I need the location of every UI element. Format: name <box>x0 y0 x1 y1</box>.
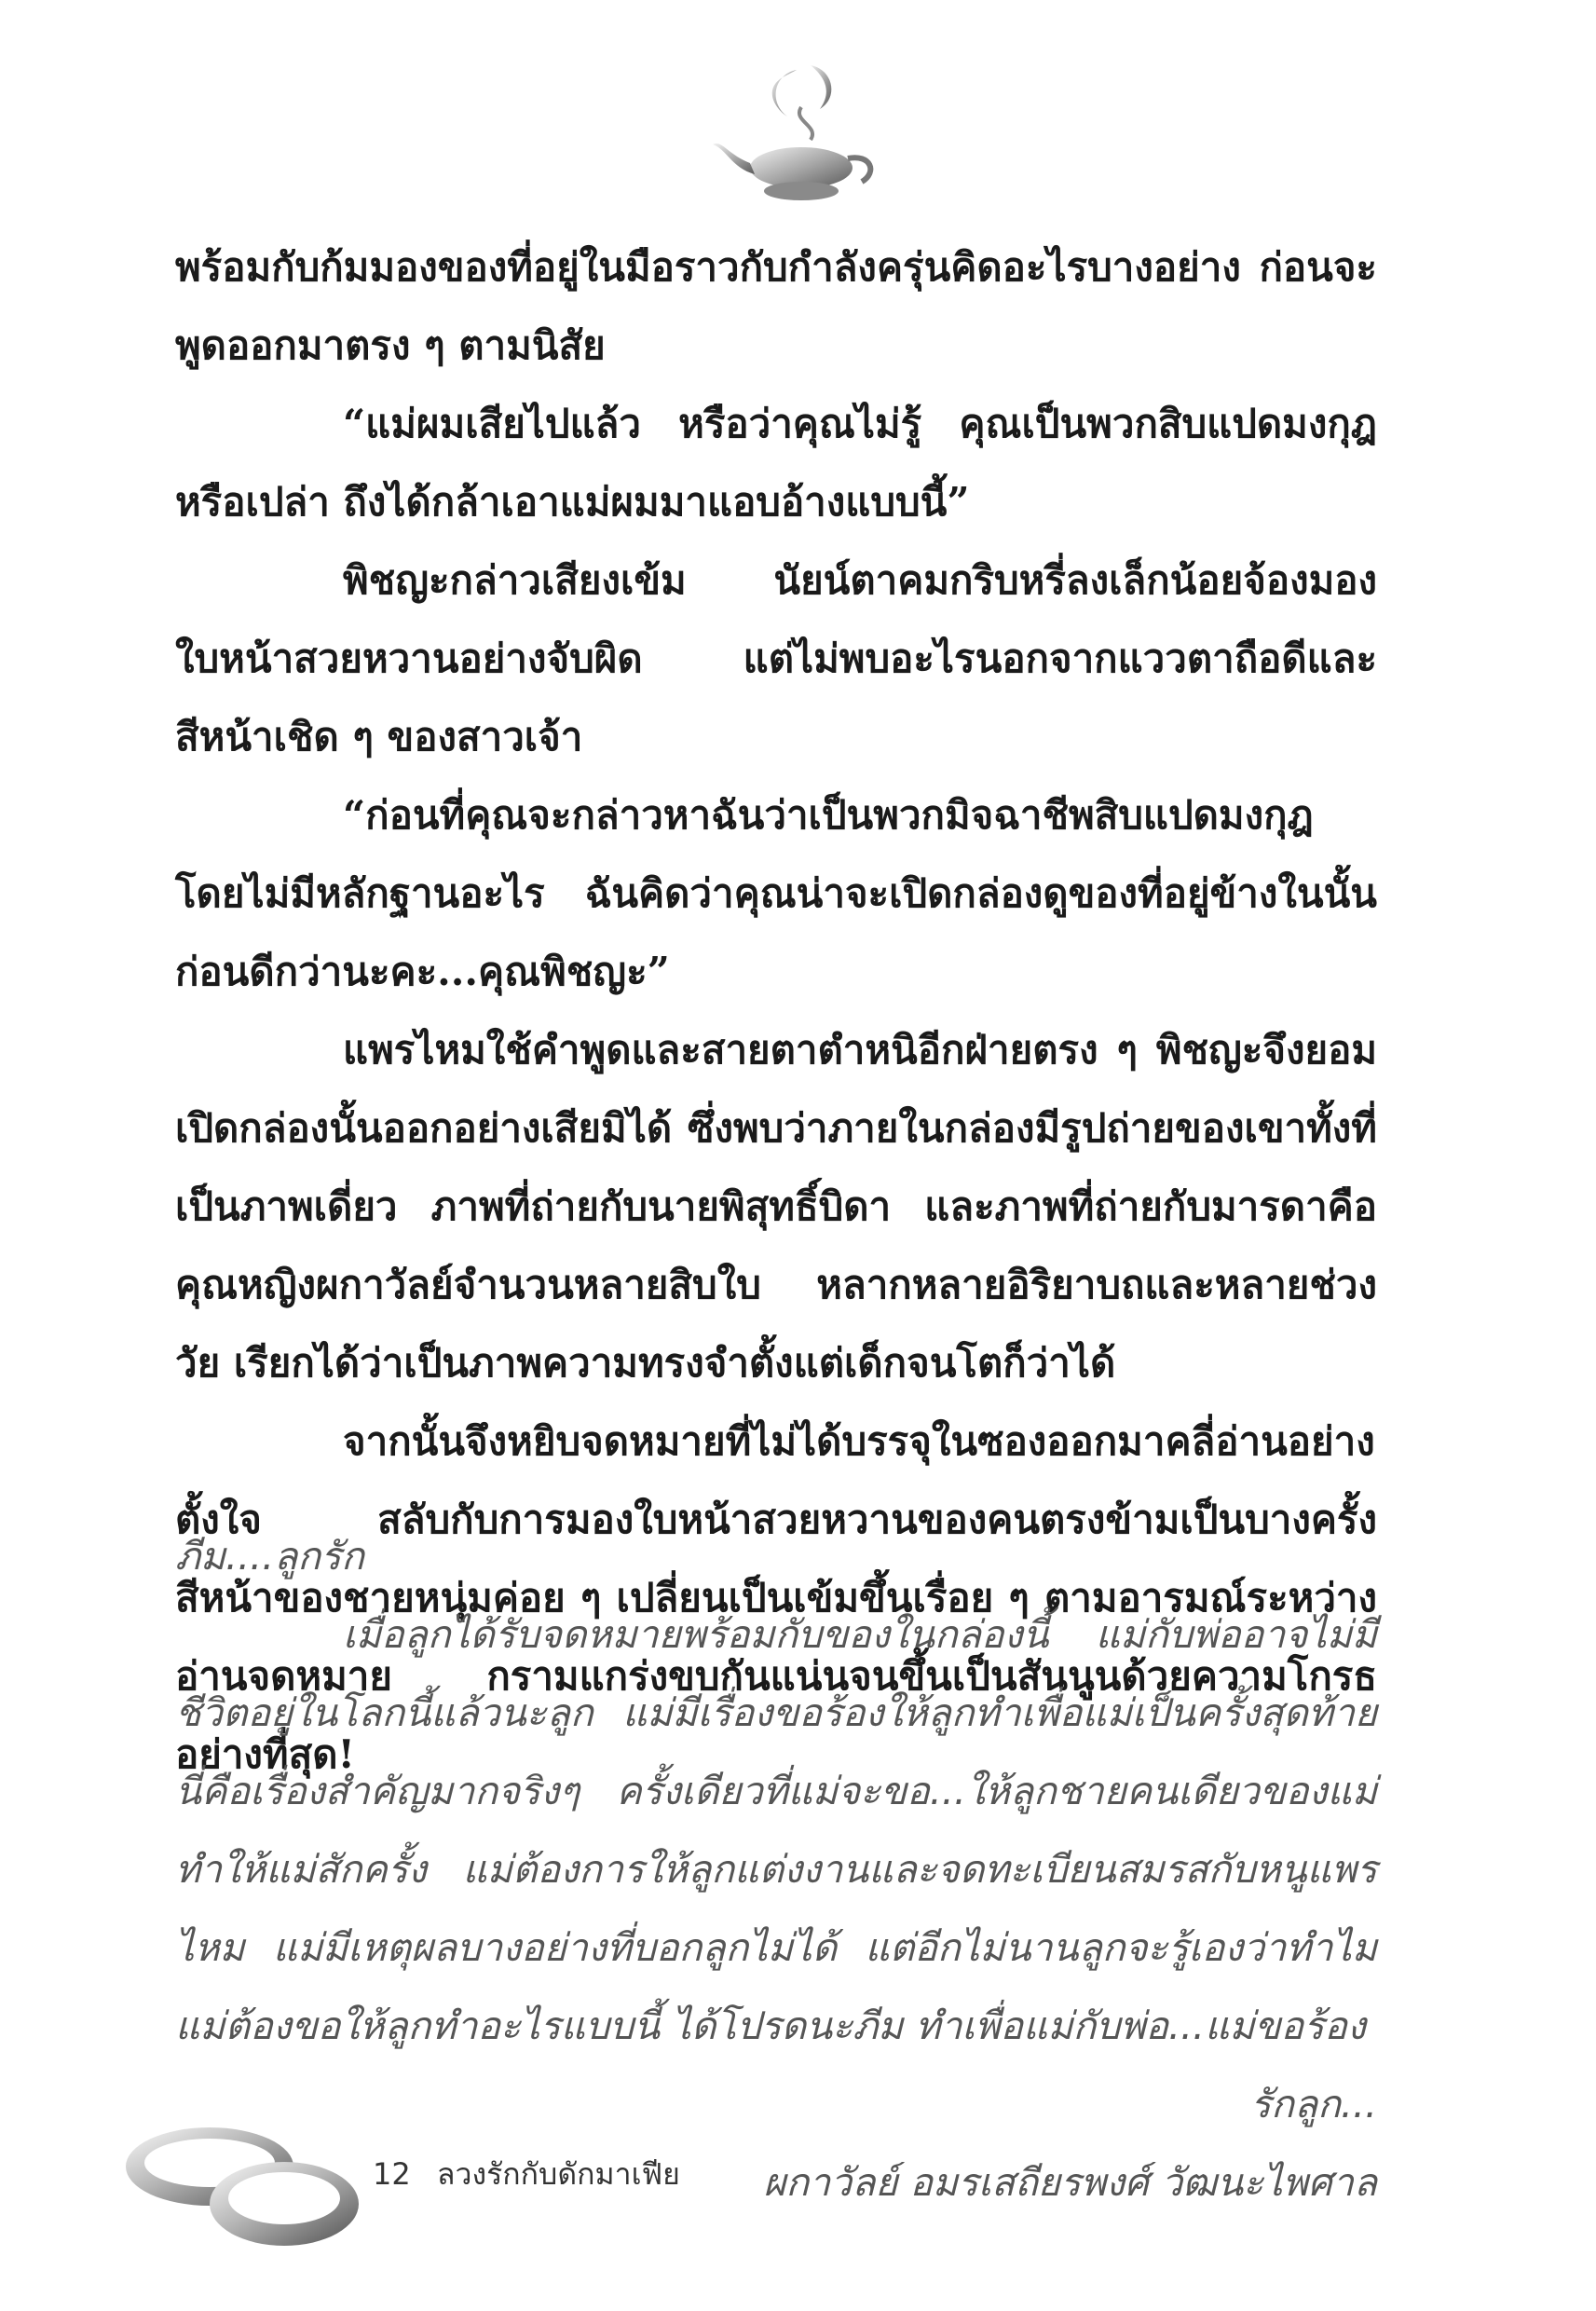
letter-closing: รักลูก... <box>1250 2082 1377 2126</box>
paragraph-1: พร้อมกับก้มมองของที่อยู่ในมือราวกับกำลังครุ่นคิดอะไรบางอย่าง ก่อนจะพูดออกมาตรง ๆ ตามนิสัย <box>175 244 1377 368</box>
book-title: ลวงรักกับดักมาเฟีย <box>436 2156 680 2192</box>
paragraph-5: แพรไหมใช้คำพูดและสายตาตำหนิอีกฝ่ายตรง ๆ พิชญะจึงยอมเปิดกล่องนั้นออกอย่างเสียมิได้ ซึ่งพบว่าภายในกล่องมีรูปถ่ายของเขาทั้งที่เป็นภาพเดี่ยว ภาพที่ถ่ายกับนายพิสุทธิ์บิดา และภาพที่ถ่ายกับมารดาคือคุณหญิงผกาวัลย์จำนวนหลายสิบใบ หลากหลายอิริยาบถและหลายช่วงวัย เรียกได้ว่าเป็นภาพความทรงจำตั้งแต่เด็กจนโตก็ว่าได้ <box>175 1027 1377 1386</box>
page-footer <box>373 2151 697 2198</box>
paragraph-4: “ก่อนที่คุณจะกล่าวหาฉันว่าเป็นพวกมิจฉาชีพสิบแปดมงกุฎโดยไม่มีหลักฐานอะไร ฉันคิดว่าคุณน่าจะเปิดกล่องดูของที่อยู่ข้างในนั้นก่อนดีกว่านะคะ...คุณพิชญะ” <box>175 792 1377 994</box>
paragraph-6: จากนั้นจึงหยิบจดหมายที่ไม่ได้บรรจุในซองออกมาคลี่อ่านอย่างตั้งใจ สลับกับการมองใบหน้าสวยหวานของคนตรงข้ามเป็นบางครั้ง สีหน้าของชายหนุ่มค่อย ๆ เปลี่ยนเป็นเข้มขึ้นเรื่อย ๆ ตามอารมณ์ระหว่างอ่านจดหมาย กรามแกร่งขบกันแน่นจนขึ้นเป็นสันนูนด้วยความโกรธอย่างที่สุด! <box>175 1418 1377 1777</box>
page-number: 12 <box>373 2156 411 2192</box>
letter-content: เมื่อลูกได้รับจดหมายพร้อมกับของในกล่องนี้ แม่กับพ่ออาจไม่มีชีวิตอยู่ในโลกนี้แล้วนะลูก แม่มีเรื่องขอร้องให้ลูกทำเพื่อแม่เป็นครั้งสุดท้ายนี่คือเรื่องสำคัญมากจริงๆ ครั้งเดียวที่แม่จะขอ...ให้ลูกชายคนเดียวของแม่ทำให้แม่สักครั้ง แม่ต้องการให้ลูกแต่งงานและจดทะเบียนสมรสกับหนูแพรไหม แม่มีเหตุผลบางอย่างที่บอกลูกไม่ได้ แต่อีกไม่นานลูกจะรู้เองว่าทำไมแม่ต้องขอให้ลูกทำอะไรแบบนี้ ได้โปรดนะภีม ทำเพื่อแม่กับพ่อ...แม่ขอร้อง <box>175 1612 1377 2048</box>
teapot-lamp-ornament-icon <box>708 51 885 219</box>
wedding-rings-icon <box>112 2101 373 2260</box>
letter-signature: ผกาวัลย์ อมรเสถียรพงศ์ วัฒนะไพศาล <box>763 2160 1377 2205</box>
paragraph-2: “แม่ผมเสียไปแล้ว หรือว่าคุณไม่รู้ คุณเป็นพวกสิบแปดมงกุฎหรือเปล่า ถึงได้กล้าเอาแม่ผมมาแอบอ้างแบบนี้” <box>175 401 1377 525</box>
paragraph-3: พิชญะกล่าวเสียงเข้ม นัยน์ตาคมกริบหรี่ลงเล็กน้อยจ้องมองใบหน้าสวยหวานอย่างจับผิด แต่ไม่พบอะไรนอกจากแววตาถือดีและสีหน้าเชิด ๆ ของสาวเจ้า <box>175 557 1377 759</box>
letter-salutation: ภีม....ลูกรัก <box>175 1534 364 1579</box>
